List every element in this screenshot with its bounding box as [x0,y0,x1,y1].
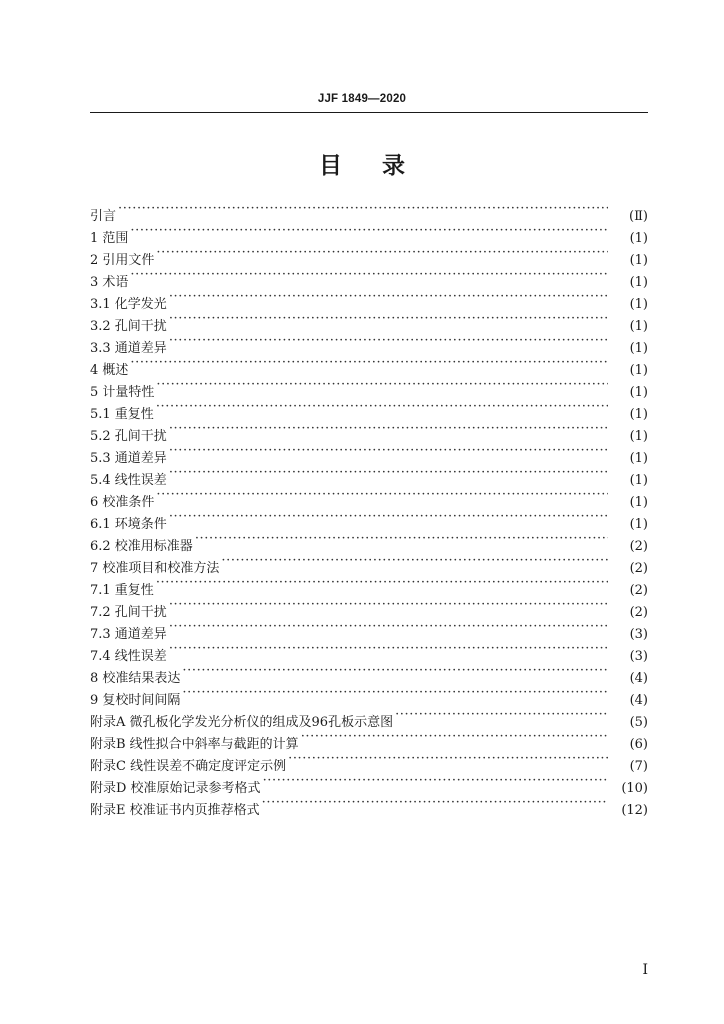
toc-entry [90,462,648,488]
toc-leader-dots [169,638,608,660]
toc-leader-dots [156,484,608,506]
toc-entry [90,352,648,378]
toc-leader-dots [169,462,608,484]
toc-entry-label: 6 校准条件 [90,495,155,510]
toc-entry-page: (1) [629,319,648,334]
toc-entry-page: (1) [629,407,648,422]
toc-leader-dots [301,726,608,748]
toc-leader-dots [156,242,608,264]
toc-entry-label: 5.1 重复性 [90,407,154,422]
toc-entry [90,418,648,444]
toc-entry-page: (12) [621,803,648,818]
page-title [0,147,724,180]
toc-leader-dots [169,506,608,528]
toc-entry-page: (1) [629,297,648,312]
toc-entry-label: 附录B 线性拟合中斜率与截距的计算 [90,737,299,752]
header-rule [90,112,648,113]
toc-entry-page: (2) [629,605,648,620]
toc-entry-label: 7.3 通道差异 [90,627,167,642]
toc-entry [90,198,648,224]
toc-entry-page: (5) [629,715,648,730]
toc-entry-label: 8 校准结果表达 [90,671,181,686]
toc-entry-label: 6.1 环境条件 [90,517,167,532]
toc-entry-page: (1) [629,495,648,510]
toc-entry-page: (2) [629,583,648,598]
toc-entry [90,638,648,664]
toc-entry-label: 7.4 线性误差 [90,649,167,664]
toc-entry-page: (Ⅱ) [629,209,648,224]
toc-entry-page: (1) [629,363,648,378]
toc-entry-page: (1) [629,429,648,444]
toc-entry [90,242,648,268]
toc-entry-page: (1) [629,517,648,532]
toc-entry-label: 附录D 校准原始记录参考格式 [90,781,261,796]
toc-entry-page: (1) [629,473,648,488]
toc-entry-page: (7) [629,759,648,774]
toc-entry-label: 3.3 通道差异 [90,341,167,356]
toc-entry-label: 附录E 校准证书内页推荐格式 [90,803,260,818]
toc-entry-page: (1) [629,253,648,268]
toc-leader-dots [130,220,608,242]
title-char-left: 目 [319,153,342,179]
toc-entry-label: 5.2 孔间干扰 [90,429,167,444]
toc-entry-page: (1) [629,385,648,400]
toc-leader-dots [221,550,608,572]
toc-entry-page: (3) [629,649,648,664]
toc-leader-dots [130,352,608,374]
toc-leader-dots [395,704,608,726]
toc-leader-dots [263,770,608,792]
toc-entry-page: (2) [629,561,648,576]
toc-entry [90,660,648,686]
toc-entry [90,506,648,532]
toc-entry [90,308,648,334]
toc-leader-dots [169,418,608,440]
toc-entry [90,528,648,554]
toc-leader-dots [288,748,608,770]
table-of-contents [90,198,648,818]
toc-entry [90,396,648,422]
toc-leader-dots [169,616,608,638]
toc-leader-dots [118,198,608,220]
toc-entry-label: 7 校准项目和校准方法 [90,561,220,576]
title-char-right: 录 [382,153,405,179]
toc-entry-page: (4) [629,693,648,708]
toc-entry-label: 1 范围 [90,231,129,246]
toc-entry-label: 6.2 校准用标准器 [90,539,193,554]
toc-entry [90,374,648,400]
toc-leader-dots [262,792,608,814]
toc-leader-dots [169,594,608,616]
toc-entry-label: 附录A 微孔板化学发光分析仪的组成及96孔板示意图 [90,715,394,730]
toc-entry [90,330,648,356]
toc-entry [90,616,648,642]
toc-entry-label: 3 术语 [90,275,129,290]
toc-leader-dots [182,682,608,704]
toc-entry-page: (1) [629,275,648,290]
toc-entry-page: (3) [629,627,648,642]
toc-leader-dots [169,330,608,352]
toc-leader-dots [182,660,608,682]
toc-entry-label: 5 计量特性 [90,385,155,400]
toc-entry-label: 7.2 孔间干扰 [90,605,167,620]
toc-entry-label: 引言 [90,209,117,224]
toc-entry-label: 4 概述 [90,363,129,378]
toc-entry-label: 9 复校时间间隔 [90,693,181,708]
toc-entry [90,220,648,246]
toc-entry-page: (4) [629,671,648,686]
toc-entry [90,286,648,312]
toc-entry-page: (1) [629,341,648,356]
toc-entry-label: 3.1 化学发光 [90,297,167,312]
toc-leader-dots [156,396,608,418]
toc-entry-page: (2) [629,539,648,554]
toc-entry [90,440,648,466]
toc-entry-label: 5.4 线性误差 [90,473,167,488]
toc-entry [90,264,648,290]
document-code-header: JJF 1849—2020 [317,93,407,105]
toc-entry [90,572,648,598]
toc-leader-dots [169,308,608,330]
toc-entry-label: 附录C 线性误差不确定度评定示例 [90,759,287,774]
toc-leader-dots [156,572,608,594]
toc-entry-label: 2 引用文件 [90,253,155,268]
page-number: I [642,962,648,978]
toc-entry-label: 7.1 重复性 [90,583,154,598]
toc-entry-label: 5.3 通道差异 [90,451,167,466]
toc-entry-label: 3.2 孔间干扰 [90,319,167,334]
toc-entry [90,594,648,620]
toc-entry-page: (1) [629,231,648,246]
toc-entry-page: (1) [629,451,648,466]
toc-leader-dots [156,374,608,396]
toc-leader-dots [195,528,608,550]
toc-leader-dots [130,264,608,286]
toc-entry-page: (10) [621,781,648,796]
toc-leader-dots [169,286,608,308]
toc-leader-dots [169,440,608,462]
toc-entry [90,484,648,510]
toc-entry-page: (6) [629,737,648,752]
